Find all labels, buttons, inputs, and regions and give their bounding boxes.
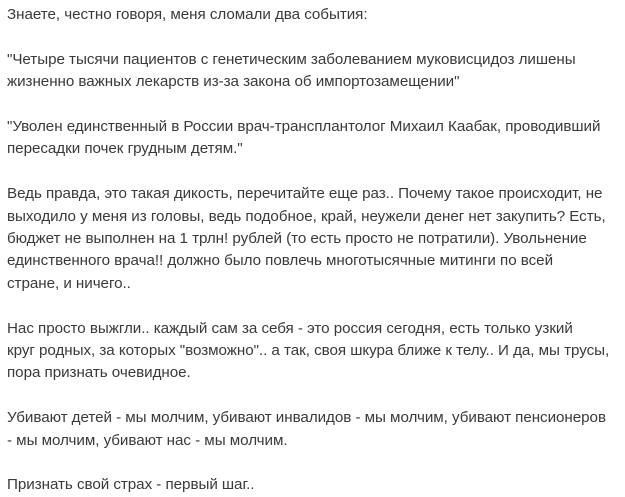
text-line: Признать свой страх - первый шаг..: [7, 476, 255, 494]
post-text: [7, 4, 619, 497]
paragraph-quote-kaabak: [7, 116, 619, 161]
paragraph-reflection: [7, 183, 619, 295]
paragraph-society: [7, 318, 619, 385]
text-line: пересадки почек грудным детям.": [7, 140, 243, 158]
text-line: "Четыре тысячи пациентов с генетическим заболеванием муковисцидоз лишены: [7, 50, 576, 68]
text-line: выходило у меня из головы, ведь подобное, край, неужели денег нет закупить? Есть,: [7, 207, 606, 225]
paragraph-intro: [7, 4, 619, 26]
paragraph-conclusion: [7, 474, 619, 496]
text-line: Убивают детей - мы молчим, убивают инвалидов - мы молчим, убивают пенсионеров: [7, 409, 606, 427]
text-line: единственного врача!! должно было повлечь многотысячные митинги по всей: [7, 252, 554, 270]
text-line: бюджет не выполнен на 1 трлн! рублей (то есть просто не потратили). Увольнение: [7, 230, 587, 248]
text-line: стране, и ничего..: [7, 274, 131, 292]
text-line: Нас просто выжгли.. каждый сам за себя - это россия сегодня, есть только узкий: [7, 319, 573, 337]
text-line: Знаете, честно говоря, меня сломали два события:: [7, 6, 368, 23]
paragraph-quote-mucoviscidosis: [7, 49, 619, 94]
text-line: круг родных, за которых "возможно".. а так, своя шкура ближе к телу.. И да, мы трусы,: [7, 342, 610, 360]
text-line: пора признать очевидное.: [7, 364, 191, 382]
paragraph-silence: [7, 407, 619, 452]
text-line: Ведь правда, это такая дикость, перечитайте еще раз.. Почему такое происходит, не: [7, 185, 603, 203]
text-line: жизненно важных лекарств из-за закона об импортозамещении": [7, 73, 460, 91]
text-line: "Уволен единственный в России врач-трансплантолог Михаил Каабак, проводивший: [7, 118, 601, 135]
text-line: - мы молчим, убивают нас - мы молчим.: [7, 431, 288, 449]
